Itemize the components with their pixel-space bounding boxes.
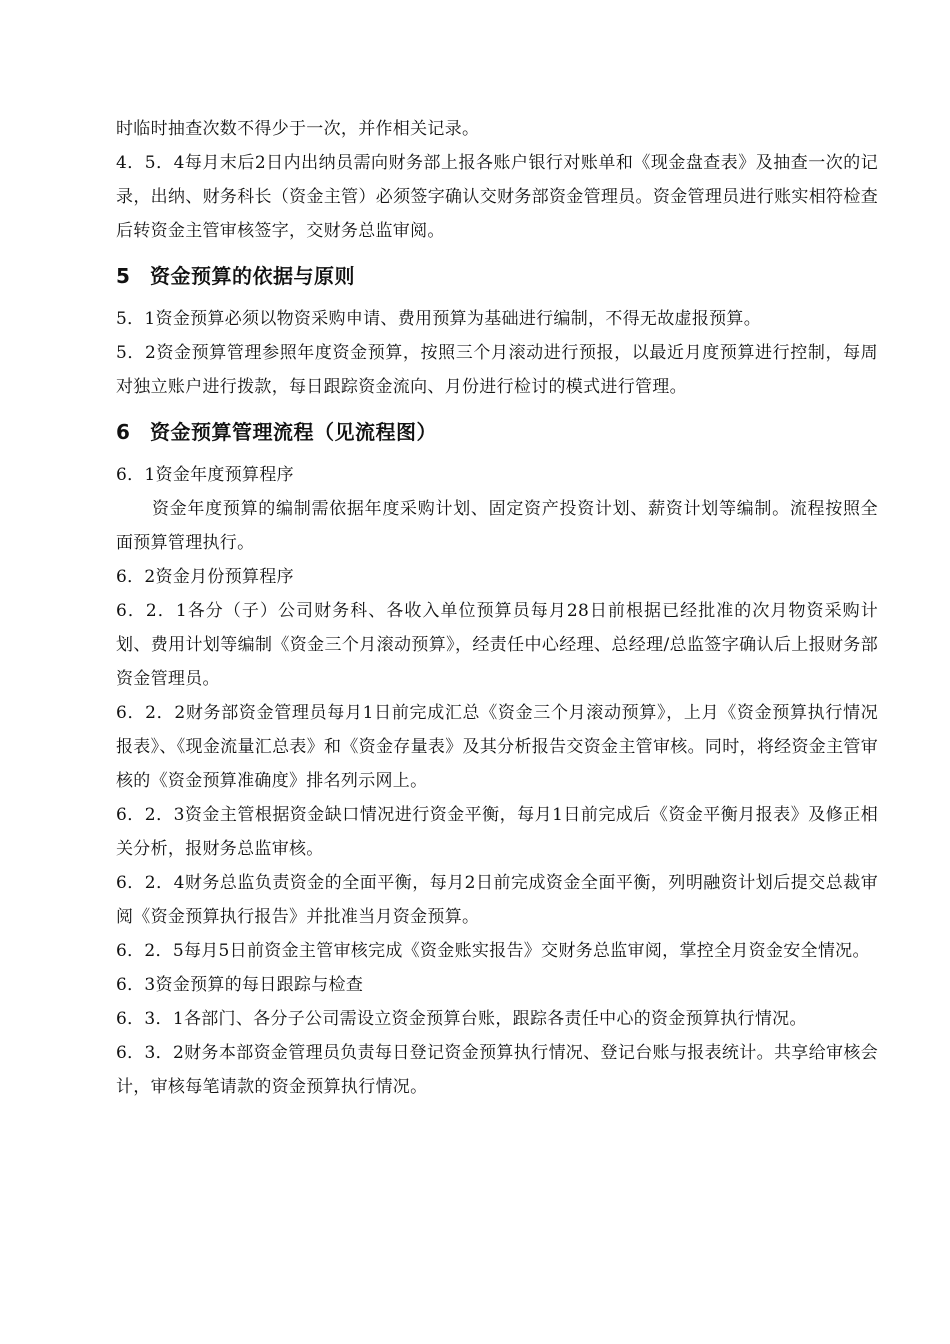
paragraph-6-1-body: 资金年度预算的编制需依据年度采购计划、固定资产投资计划、薪资计划等编制。流程按照全面预算管理执行。 xyxy=(116,499,878,553)
paragraph-6-2-1: 6．2．1各分（子）公司财务科、各收入单位预算员每月28日前根据已经批准的次月物资采购计划、费用计划等编制《资金三个月滚动预算》，经责任中心经理、总经理/总监签字确认后上报财务部资金管理员。 xyxy=(116,601,878,689)
paragraph-5-1: 5．1资金预算必须以物资采购申请、费用预算为基础进行编制，不得无故虚报预算。 xyxy=(116,309,762,329)
section-number-5: 5 xyxy=(116,264,131,288)
section-number-6: 6 xyxy=(116,420,131,444)
subsection-6-1: 6．1资金年度预算程序 xyxy=(116,465,294,485)
section-title-6: 资金预算管理流程（见流程图） xyxy=(150,420,437,444)
paragraph-5-2: 5．2资金预算管理参照年度资金预算，按照三个月滚动进行预报，以最近月度预算进行控制，每周对独立账户进行拨款，每日跟踪资金流向、月份进行检讨的模式进行管理。 xyxy=(116,343,878,397)
paragraph-6-2-3: 6．2．3资金主管根据资金缺口情况进行资金平衡，每月1日前完成后《资金平衡月报表》及修正相关分析，报财务总监审核。 xyxy=(116,805,878,859)
subsection-6-3: 6．3资金预算的每日跟踪与检查 xyxy=(116,975,364,995)
subsection-6-2: 6．2资金月份预算程序 xyxy=(116,567,294,587)
section-heading-5 xyxy=(116,262,878,290)
section-heading-6 xyxy=(116,418,878,446)
paragraph-6-2-4: 6．2．4财务总监负责资金的全面平衡，每月2日前完成资金全面平衡，列明融资计划后提交总裁审阅《资金预算执行报告》并批准当月资金预算。 xyxy=(116,873,878,927)
paragraph-6-3-1: 6．3．1各部门、各分子公司需设立资金预算台账，跟踪各责任中心的资金预算执行情况。 xyxy=(116,1009,807,1029)
paragraph-6-2-5: 6．2．5每月5日前资金主管审核完成《资金账实报告》交财务总监审阅，掌控全月资金安全情况。 xyxy=(116,941,870,961)
paragraph-6-2-2: 6．2．2财务部资金管理员每月1日前完成汇总《资金三个月滚动预算》，上月《资金预算执行情况报表》、《现金流量汇总表》和《资金存量表》及其分析报告交资金主管审核。同时，将经资金主管审核的《资金预算准确度》排名列示网上。 xyxy=(116,703,878,791)
paragraph-6-3-2: 6．3．2财务本部资金管理员负责每日登记资金预算执行情况、登记台账与报表统计。共享给审核会计，审核每笔请款的资金预算执行情况。 xyxy=(116,1043,878,1097)
paragraph-continuation: 时临时抽查次数不得少于一次，并作相关记录。 xyxy=(116,119,480,139)
section-title-5: 资金预算的依据与原则 xyxy=(150,264,355,288)
document-body xyxy=(116,112,878,1104)
paragraph-4-5-4: 4．5．4每月末后2日内出纳员需向财务部上报各账户银行对账单和《现金盘查表》及抽查一次的记录，出纳、财务科长（资金主管）必须签字确认交财务部资金管理员。资金管理员进行账实相符检查后转资金主管审核签字，交财务总监审阅。 xyxy=(116,153,878,241)
